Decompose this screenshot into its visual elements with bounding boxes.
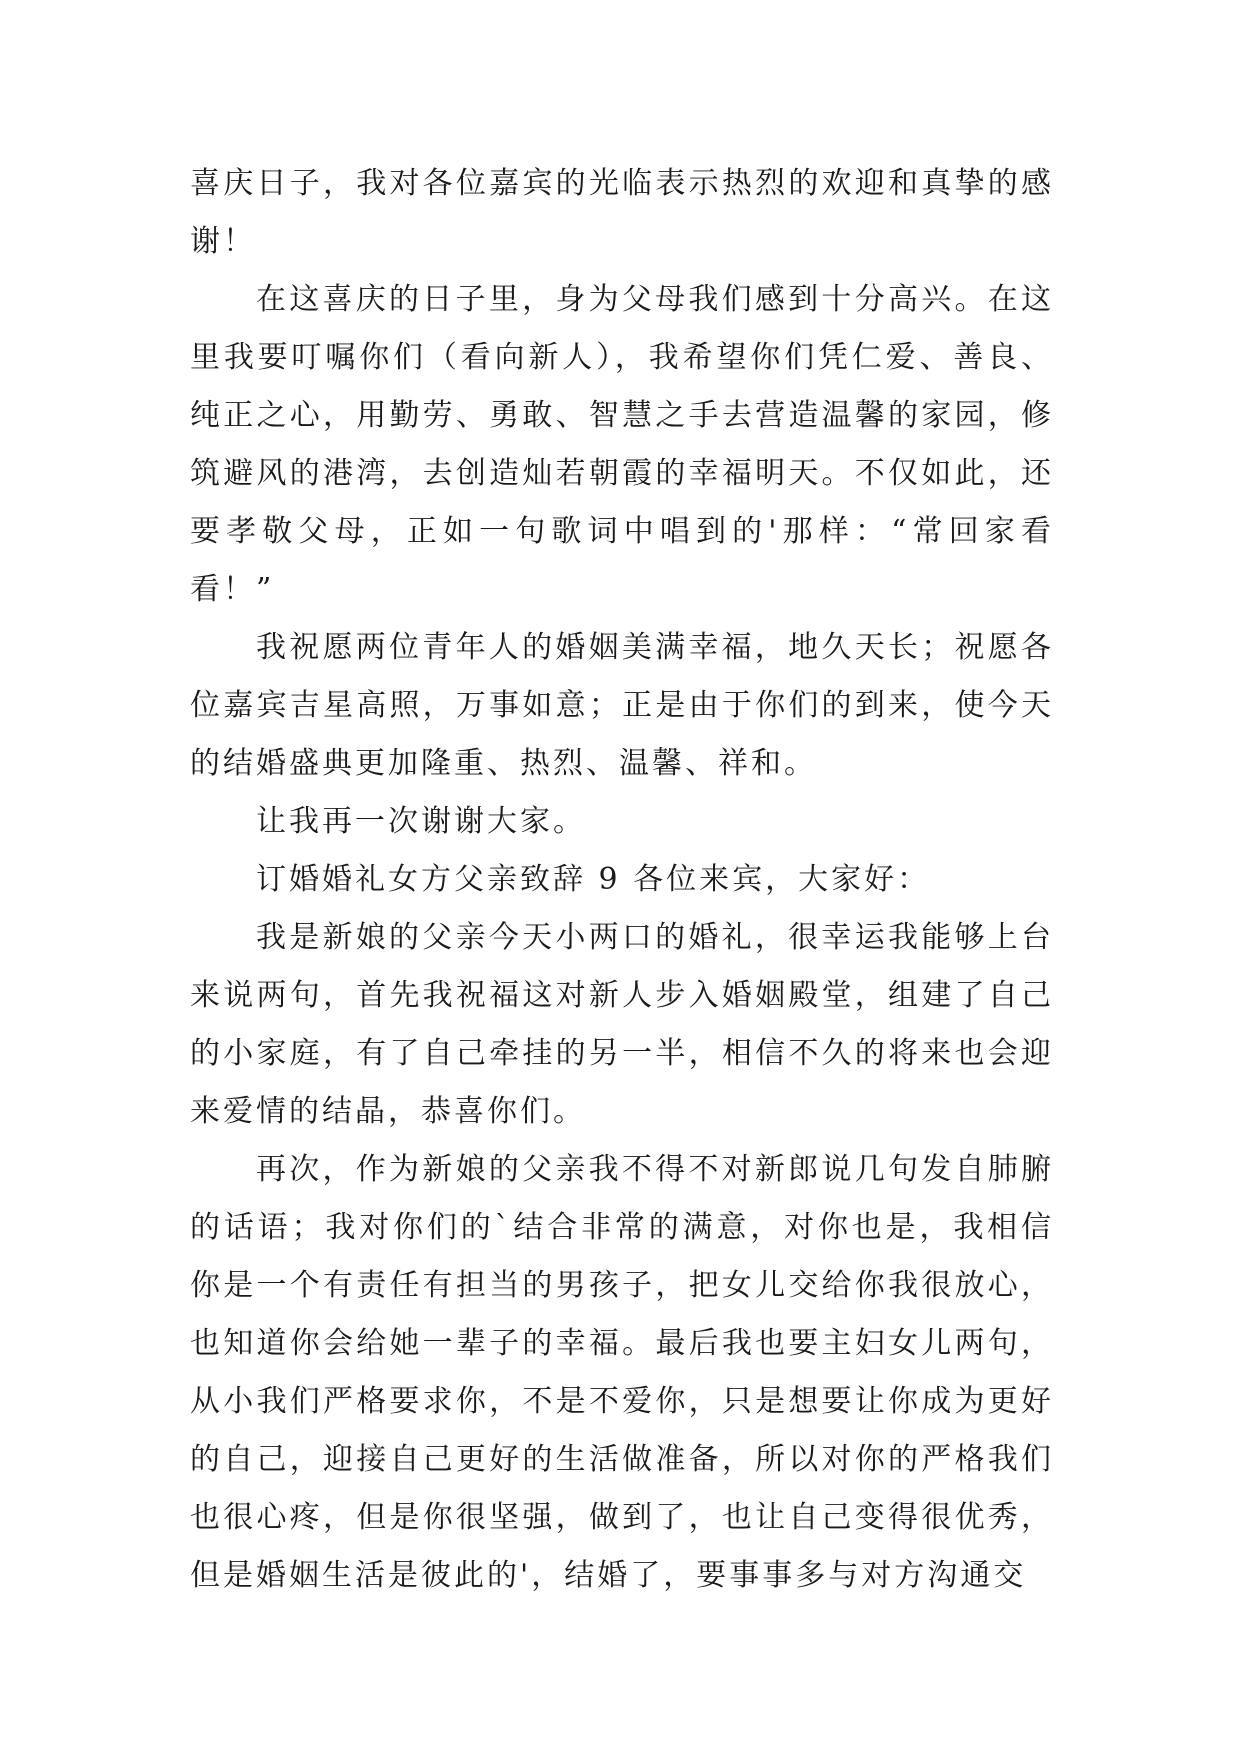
paragraph-3: 我祝愿两位青年人的婚姻美满幸福，地久天长；祝愿各位嘉宾吉星高照，万事如意；正是由于你们的到来，使今天的结婚盛典更加隆重、热烈、温馨、祥和。 xyxy=(190,630,1054,781)
paragraph-7: 再次，作为新娘的父亲我不得不对新郎说几句发自肺腑的话语；我对你们的`结合非常的满意，对你也是，我相信你是一个有责任有担当的男孩子，把女儿交给你我很放心，也知道你会给她一辈子的幸福。最后我也要主妇女儿两句，从小我们严格要求你，不是不爱你，只是想要让你成为更好的自己，迎接自己更好的生活做准备，所以对你的严格我们也很心疼，但是你很坚强，做到了，也让自己变得很优秀，但是婚姻生活是彼此的'，结婚了，要事事多与对方沟通交 xyxy=(190,1152,1054,1593)
document-body xyxy=(190,155,1054,1605)
paragraph-2: 在这喜庆的日子里，身为父母我们感到十分高兴。在这里我要叮嘱你们（看向新人），我希望你们凭仁爱、善良、纯正之心，用勤劳、勇敢、智慧之手去营造温馨的家园，修筑避风的港湾，去创造灿若朝霞的幸福明天。不仅如此，还要孝敬父母，正如一句歌词中唱到的'那样：“常回家看看！” xyxy=(190,282,1054,607)
paragraph-4: 让我再一次谢谢大家。 xyxy=(256,804,586,839)
paragraph-1: 喜庆日子，我对各位嘉宾的光临表示热烈的欢迎和真挚的感谢！ xyxy=(190,166,1054,259)
paragraph-6: 我是新娘的父亲今天小两口的婚礼，很幸运我能够上台来说两句，首先我祝福这对新人步入婚姻殿堂，组建了自己的小家庭，有了自己牵挂的另一半，相信不久的将来也会迎来爱情的结晶，恭喜你们。 xyxy=(190,920,1054,1129)
paragraph-5: 订婚婚礼女方父亲致辞 9 各位来宾，大家好： xyxy=(256,862,931,897)
